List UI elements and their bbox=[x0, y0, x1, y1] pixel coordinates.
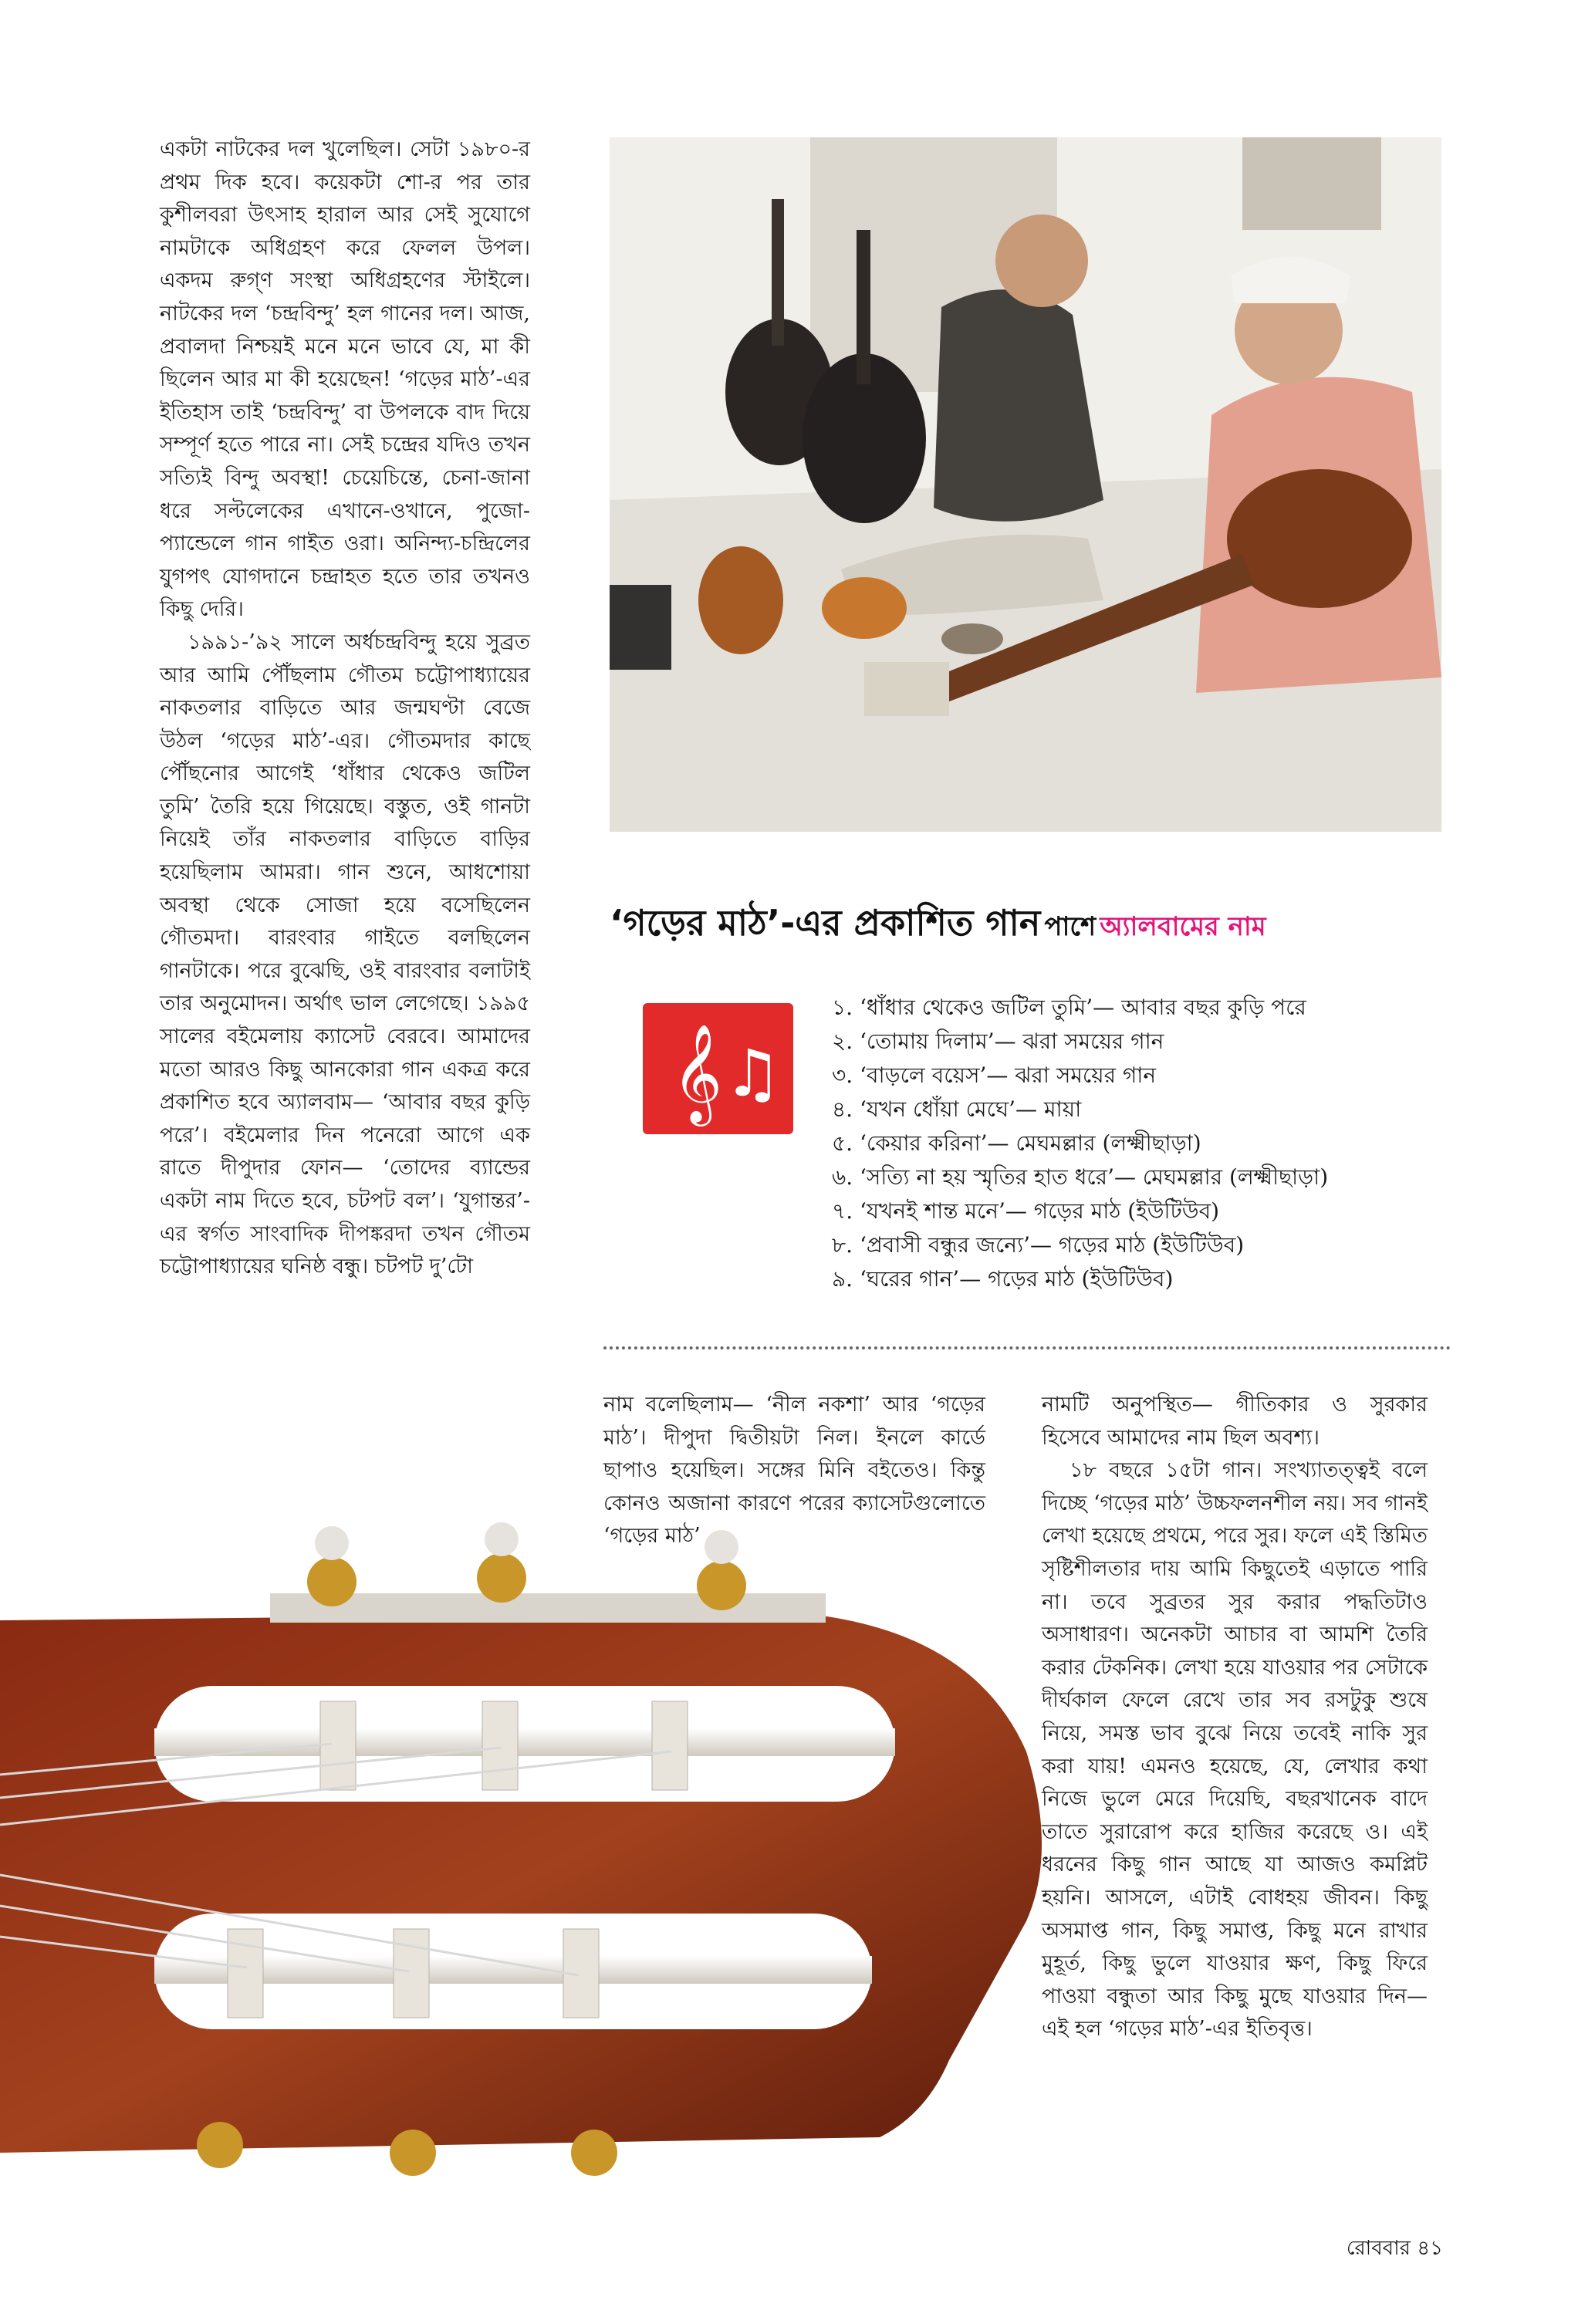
dotted-divider bbox=[603, 1346, 1451, 1349]
article-paragraph: নামটি অনুপস্থিত— গীতিকার ও সুরকার হিসেবে আমাদের নাম ছিল অবশ্য। bbox=[1042, 1393, 1428, 1450]
song-list-headline bbox=[610, 897, 1451, 955]
headline-main: ‘গড়ের মাঠ’-এর প্রকাশিত গান bbox=[610, 902, 1041, 944]
list-item: ৭. ‘যখনই শান্ত মনে’— গড়ের মাঠ (ইউটিউব) bbox=[832, 1198, 1220, 1224]
headline-accent: অ্যালবামের নাম bbox=[1100, 911, 1266, 942]
article-paragraph: একটা নাটকের দল খুলেছিল। সেটা ১৯৮০-র প্রথম দিক হবে। কয়েকটা শো-র পর তার কুশীলবরা উৎসাহ হারাল আর সেই সুযোগে নামটাকে অধিগ্রহণ করে ফেলল উপল। একদম রুগ্‌ণ সংস্থা অধিগ্রহণের স্টাইলে। নাটকের দল ‘চন্দ্রবিন্দু’ হল গানের দল। আজ, প্রবালদা নিশ্চয়ই মনে মনে ভাবে যে, মা কী ছিলেন আর মা কী হয়েছেন! ‘গড়ের মাঠ’-এর ইতিহাস তাই ‘চন্দ্রবিন্দু’ বা উপলকে বাদ দিয়ে সম্পূর্ণ হতে পারে না। সেই চন্দ্রের যদিও তখন সত্যিই বিন্দু অবস্থা! চেয়েচিন্তে, চেনা-জানা ধরে সল্টলেকের এখানে-ওখানে, পুজো-প্যান্ডেলে গান গাইত ওরা। অনিন্দ্য-চন্দ্রিলের যুগপৎ যোগদানে চন্দ্রাহত হতে তার তখনও কিছু দেরি। bbox=[160, 137, 530, 622]
list-item: ৪. ‘যখন ধোঁয়া মেঘে’— মায়া bbox=[832, 1096, 1082, 1122]
svg-text:𝄞: 𝄞 bbox=[672, 1023, 723, 1122]
list-item: ২. ‘তোমায় দিলাম’— ঝরা সময়ের গান bbox=[832, 1029, 1164, 1054]
article-paragraph: ১৮ বছরে ১৫টা গান। সংখ্যাতত্ত্বই বলে দিচ্ছে ‘গড়ের মাঠ’ উচ্চফলনশীল নয়। সব গানই লেখা হয়েছে প্রথমে, পরে সুর। ফলে এই স্তিমিত সৃষ্টিশীলতার দায় আমি কিছুতেই এড়াতে পারি না। তবে সুব্রতর সুর করার পদ্ধতিটাও অসাধারণ। অনেকটা আচার বা আমশি তৈরি করার টেকনিক। লেখা হয়ে যাওয়ার পর সেটাকে দীর্ঘকাল ফেলে রেখে তার সব রসটুকু শুষে নিয়ে, সমস্ত ভাব বুঝে নিয়ে তবেই নাকি সুর করা যায়! এমনও হয়েছে, যে, লেখার কথা নিজে ভুলে মেরে দিয়েছি, বছরখানেক বাদে তাতে সুরারোপ করে হাজির করেছে ও। এই ধরনের কিছু গান আছে যা আজও কমপ্লিট হয়নি। আসলে, এটাই বোধহয় জীবন। কিছু অসমাপ্ত গান, কিছু সমাপ্ত, কিছু মনে রাখার মুহূর্ত, কিছু ভুলে যাওয়ার ক্ষণ, কিছু ফিরে পাওয়া বন্ধুতা আর কিছু মুছে যাওয়ার দিন— এই হল ‘গড়ের মাঠ’-এর ইতিবৃত্ত। bbox=[1042, 1458, 1428, 2042]
guitar-headstock-image bbox=[0, 1520, 1049, 2199]
headline-connector: পাশে bbox=[1044, 911, 1097, 942]
article-paragraph: নাম বলেছিলাম— ‘নীল নকশা’ আর ‘গড়ের মাঠ’। দীপুদা দ্বিতীয়টা নিল। ইনলে কার্ডে ছাপাও হয়েছিল। সঙ্গের মিনি বইতেও। কিন্তু কোনও অজানা কারণে পরের ক্যাসেটগুলোতে ‘গড়ের মাঠ’ bbox=[603, 1393, 985, 1549]
list-item: ৫. ‘কেয়ার করিনা’— মেঘমল্লার (লক্ষ্মীছাড়া) bbox=[832, 1130, 1201, 1156]
svg-text:♫: ♫ bbox=[724, 1035, 782, 1111]
list-item: ৬. ‘সত্যি না হয় স্মৃতির হাত ধরে’— মেঘমল্লার (লক্ষ্মীছাড়া) bbox=[832, 1164, 1329, 1190]
article-paragraph: ১৯৯১-’৯২ সালে অর্ধচন্দ্রবিন্দু হয়ে সুব্রত আর আমি পৌঁছলাম গৌতম চট্টোপাধ্যায়ের নাকতলার বাড়িতে আর জন্মঘণ্টা বেজে উঠল ‘গড়ের মাঠ’-এর। গৌতমদার কাছে পৌঁছনোর আগেই ‘ধাঁধার থেকেও জটিল তুমি’ তৈরি হয়ে গিয়েছে। বস্তুত, ওই গানটা নিয়েই তাঁর নাকতলার বাড়িতে বাড়ির হয়েছিলাম আমরা। গান শুনে, আধশোয়া অবস্থা থেকে সোজা হয়ে বসেছিলেন গৌতমদা। বারংবার গাইতে বলছিলেন গানটাকে। পরে বুঝেছি, ওই বারংবার বলাটাই তার অনুমোদন। অর্থাৎ ভাল লেগেছে। ১৯৯৫ সালের বইমেলায় ক্যাসেট বেরবে। আমাদের মতো আরও কিছু আনকোরা গান একত্র করে প্রকাশিত হবে অ্যালবাম— ‘আবার বছর কুড়ি পরে’। বইমেলার দিন পনেরো আগে এক রাতে দীপুদার ফোন— ‘তোদের ব্যান্ডের একটা নাম দিতে হবে, চটপট বল’। ‘যুগান্তর’-এর স্বর্গত সাংবাদিক দীপঙ্করদা তখন গৌতম চট্টোপাধ্যায়ের ঘনিষ্ঠ বন্ধু। চটপট দু’টো bbox=[160, 630, 530, 1279]
song-list bbox=[832, 991, 1449, 1296]
music-note-icon bbox=[643, 1003, 793, 1134]
page-footer: রোববার ৪১ bbox=[1346, 2237, 1443, 2260]
list-item: ১. ‘ধাঁধার থেকেও জটিল তুমি’— আবার বছর কুড়ি পরে bbox=[832, 995, 1306, 1020]
list-item: ৩. ‘বাড়লে বয়েস’— ঝরা সময়ের গান bbox=[832, 1062, 1157, 1088]
list-item: ৮. ‘প্রবাসী বন্ধুর জন্যে’— গড়ের মাঠ (ইউটিউব) bbox=[832, 1232, 1245, 1258]
left-article-column bbox=[160, 133, 530, 1284]
band-rehearsal-photo bbox=[610, 137, 1441, 832]
list-item: ৯. ‘ঘরের গান’— গড়ের মাঠ (ইউটিউব) bbox=[832, 1266, 1174, 1292]
right-article-column bbox=[1042, 1389, 1428, 2046]
